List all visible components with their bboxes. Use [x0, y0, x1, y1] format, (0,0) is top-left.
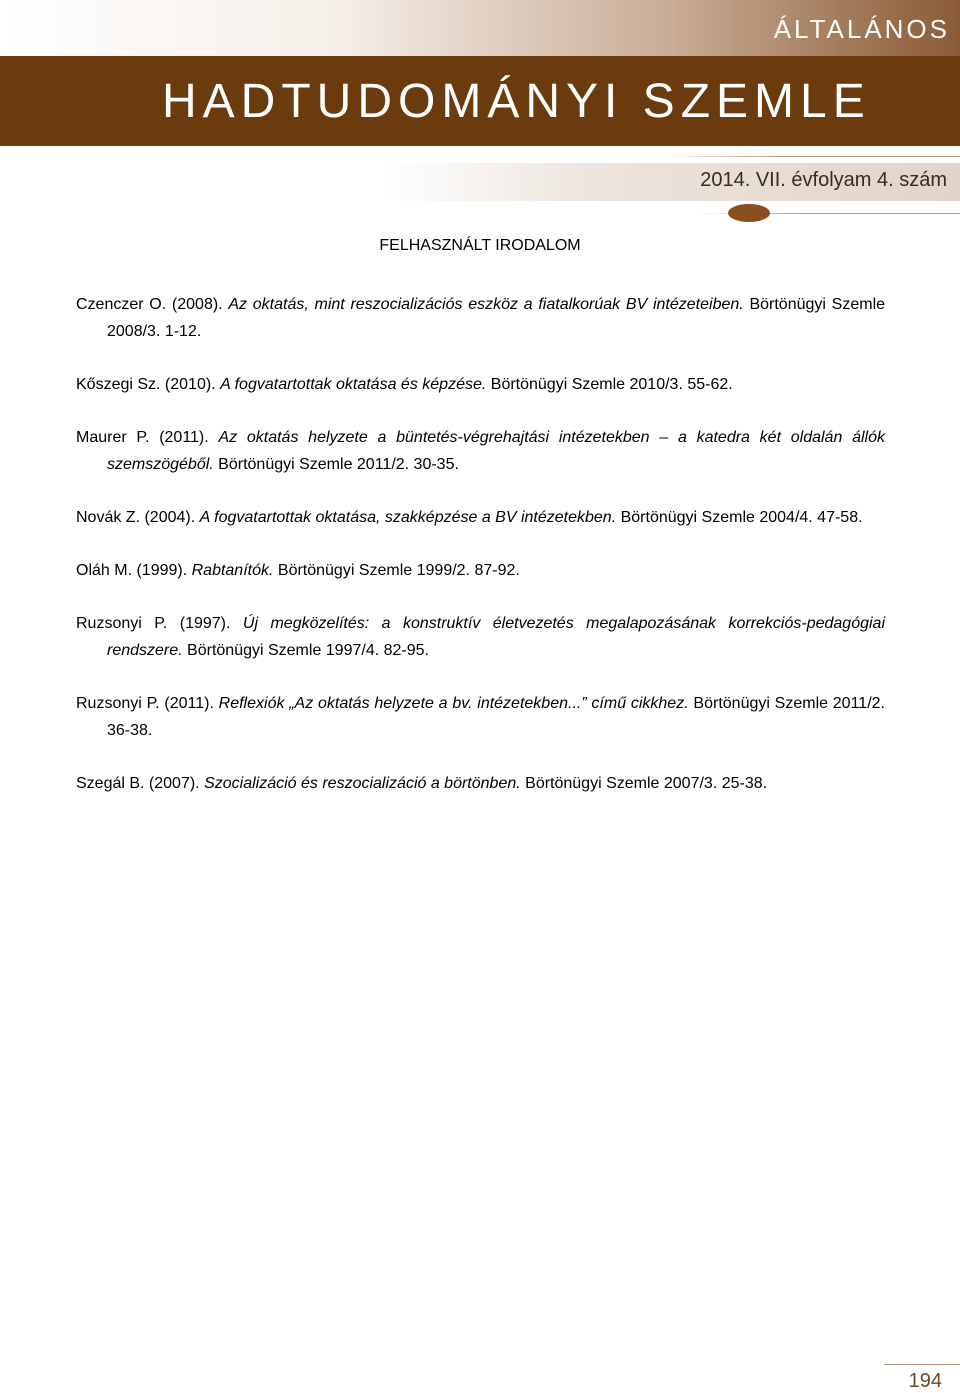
header-gradient [0, 0, 960, 56]
issue-bar [0, 163, 960, 201]
reference-item [76, 610, 885, 664]
reference-title: Reflexiók „Az oktatás helyzete a bv. intézetekben...” című cikkhez. [218, 695, 689, 712]
reference-author: Czenczer O. (2008). [76, 296, 223, 313]
reference-source: Börtönügyi Szemle 2007/3. 25-38. [525, 775, 768, 792]
reference-source: Börtönügyi Szemle 2011/2. 30-35. [218, 456, 459, 473]
reference-title: A fogvatartottak oktatása és képzése. [220, 376, 487, 393]
reference-source: Börtönügyi Szemle 2011/2. 36-38. [107, 695, 885, 739]
reference-author: Oláh M. (1999). [76, 562, 188, 579]
reference-item [76, 690, 885, 744]
section-label: ÁLTALÁNOS [773, 14, 950, 44]
reference-item [76, 371, 885, 398]
reference-source: Börtönügyi Szemle 1997/4. 82-95. [187, 642, 429, 659]
reference-item [76, 291, 885, 345]
reference-item [76, 770, 885, 797]
journal-title: HADTUDOMÁNYI SZEMLE [162, 75, 871, 128]
decorative-oval-icon [728, 204, 770, 222]
section-heading: FELHASZNÁLT IRODALOM [379, 237, 581, 254]
issue-info: 2014. VII. évfolyam 4. szám [700, 169, 947, 191]
reference-source: Börtönügyi Szemle 2004/4. 47-58. [620, 509, 863, 526]
page-number-rule [884, 1364, 960, 1365]
reference-author: Novák Z. (2004). [76, 509, 196, 526]
reference-title: Rabtanítók. [191, 562, 274, 579]
reference-source: Börtönügyi Szemle 1999/2. 87-92. [277, 562, 520, 579]
reference-author: Maurer P. (2011). [76, 429, 209, 446]
reference-author: Szegál B. (2007). [76, 775, 200, 792]
reference-list [76, 291, 885, 823]
reference-item [76, 504, 885, 531]
reference-author: Ruzsonyi P. (2011). [76, 695, 214, 712]
page-number: 194 [908, 1370, 942, 1392]
reference-item [76, 424, 885, 478]
reference-title: Új megközelítés: a konstruktív életvezetés megalapozásának korrekciós-pedagógiai rendszere. [107, 615, 885, 659]
reference-title: Az oktatás, mint reszocializációs eszköz a fiatalkorúak BV intézeteiben. [228, 296, 744, 313]
header-rule-top [660, 156, 960, 157]
reference-item [76, 557, 885, 584]
reference-title: Szocializáció és reszocializáció a börtönben. [204, 775, 521, 792]
title-band [0, 56, 960, 146]
reference-title: A fogvatartottak oktatása, szakképzése a BV intézetekben. [199, 509, 617, 526]
reference-title: Az oktatás helyzete a büntetés-végrehajtási intézetekben – a katedra két oldalán állók szemszögéből. [107, 429, 885, 473]
reference-source: Börtönügyi Szemle 2008/3. 1-12. [107, 296, 886, 340]
reference-author: Ruzsonyi P. (1997). [76, 615, 231, 632]
reference-source: Börtönügyi Szemle 2010/3. 55-62. [490, 376, 733, 393]
reference-author: Kőszegi Sz. (2010). [76, 376, 216, 393]
